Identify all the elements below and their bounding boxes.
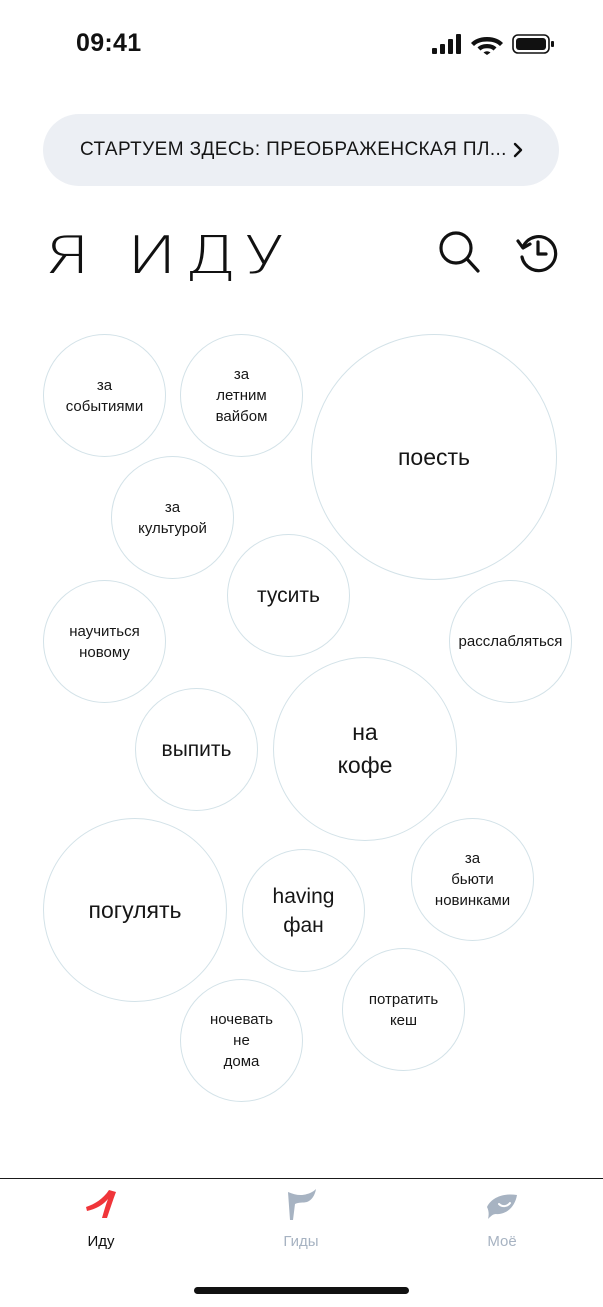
bubble-label: на кофе <box>337 719 393 778</box>
bubble-coffee[interactable] <box>273 657 457 841</box>
bubble-walk[interactable] <box>43 818 227 1002</box>
tab-mine[interactable] <box>442 1179 562 1259</box>
flag-icon <box>283 1187 319 1223</box>
tab-guides[interactable] <box>241 1179 361 1259</box>
go-icon <box>83 1187 119 1223</box>
start-location-banner[interactable] <box>43 114 559 186</box>
bubble-label: научиться новому <box>69 622 140 661</box>
bubble-overnight[interactable] <box>180 979 303 1102</box>
page-title: Я ИДУ <box>44 226 293 286</box>
search-button[interactable] <box>436 229 482 275</box>
bubble-beauty[interactable] <box>411 818 534 941</box>
bubble-label: ночевать не дома <box>210 1011 273 1070</box>
bubble-culture[interactable] <box>111 456 234 579</box>
bubble-label: расслабляться <box>458 633 563 650</box>
fish-icon <box>484 1187 520 1223</box>
bubble-label: тусить <box>257 584 320 607</box>
tab-label: Гиды <box>283 1233 319 1250</box>
bubble-party[interactable] <box>227 534 350 657</box>
history-icon <box>515 229 561 275</box>
bubble-events[interactable] <box>43 334 166 457</box>
chevron-right-icon <box>511 141 525 159</box>
status-bar <box>0 0 603 90</box>
battery-icon <box>513 35 554 53</box>
wifi-icon <box>471 37 503 55</box>
bubble-label: за культурой <box>138 498 207 537</box>
bubble-relax[interactable] <box>449 580 572 703</box>
bubble-spend-cash[interactable] <box>342 948 465 1071</box>
bubble-having-fun[interactable] <box>242 849 365 972</box>
history-button[interactable] <box>515 229 561 275</box>
bubble-learn[interactable] <box>43 580 166 703</box>
status-icons <box>432 33 556 55</box>
bubble-label: за бьюти новинками <box>434 850 511 909</box>
bubble-label: за летним вайбом <box>215 366 268 425</box>
bubble-label: having фан <box>272 884 335 937</box>
tab-go[interactable] <box>41 1179 161 1259</box>
bubble-eat[interactable] <box>311 334 557 580</box>
bubble-label: за событиями <box>65 376 144 415</box>
tab-label: Моё <box>487 1233 517 1250</box>
start-location-text: СТАРТУЕМ ЗДЕСЬ: ПРЕОБРАЖЕНСКАЯ ПЛ... <box>80 139 507 160</box>
signal-icon <box>432 34 461 54</box>
status-time: 09:41 <box>76 29 142 57</box>
bubble-label: поесть <box>397 443 471 470</box>
search-icon <box>436 229 482 275</box>
bubble-summer-vibe[interactable] <box>180 334 303 457</box>
bubble-label: выпить <box>161 738 232 761</box>
bubble-label: погулять <box>88 896 182 923</box>
home-indicator <box>194 1287 409 1294</box>
tab-label: Иду <box>87 1233 115 1250</box>
bubble-drink[interactable] <box>135 688 258 811</box>
bubble-label: потратить кеш <box>368 990 439 1029</box>
